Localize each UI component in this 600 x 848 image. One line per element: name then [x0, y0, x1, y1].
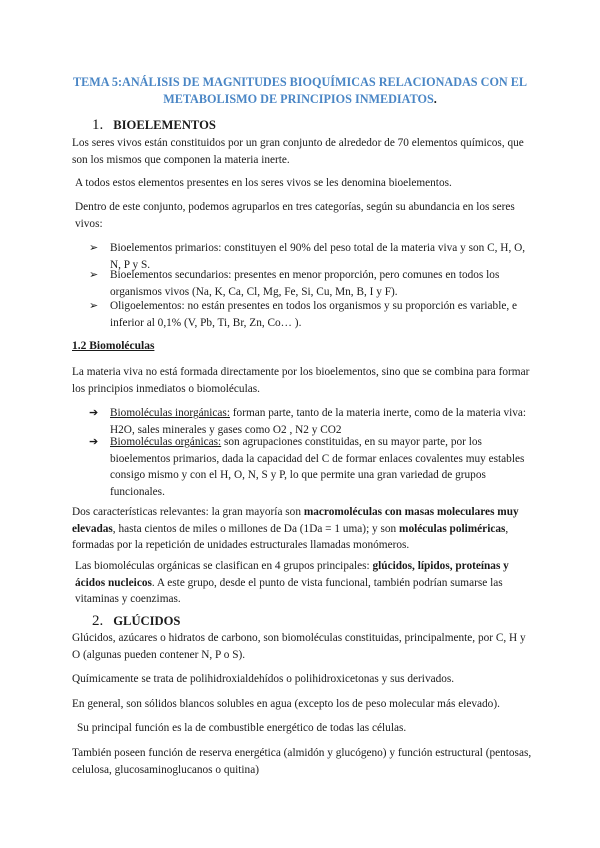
paragraph-bioelementos-intro: Los seres vivos están constituidos por un gran conjunto de alrededor de 70 elementos químicos, que son los mismos que componen la materia inerte.	[72, 137, 524, 166]
title-line-1: TEMA 5:ANÁLISIS DE MAGNITUDES BIOQUÍMICAS RELACIONADAS CON EL	[72, 75, 528, 89]
paragraph-caracteristicas: Dos características relevantes: la gran mayoría son macromoléculas con masas moleculares muy elevadas, hasta cientos de miles o millones de Da (1Da = 1 uma); y son moléculas poliméricas, formadas por la repetición de unidades estructurales llamadas monómeros.	[72, 506, 519, 551]
list-item-oligoelementos: ➢ Oligoelementos: no están presentes en todos los organismos y su proporción es variable, e inferior al 0,1% (V, Pb, Ti, Br, Zn, Co… ).	[89, 300, 518, 329]
paragraph-glucidos-definition: Glúcidos, azúcares o hidratos de carbono, son biomoléculas constituidas, principalmente, por C, H y O (algunas pueden contener N, P o S).	[72, 632, 526, 661]
section-2-number: 2.	[92, 613, 104, 629]
paragraph-biomoleculas-intro: La materia viva no está formada directamente por los bioelementos, sino que se combina para formar los principios inmediatos o biomoléculas.	[72, 366, 530, 395]
arrow-bullet-icon: ➔	[89, 436, 99, 448]
document-title	[60, 74, 540, 108]
section-1-heading	[92, 117, 216, 134]
section-1-title: BIOELEMENTOS	[113, 118, 216, 132]
paragraph-bioelementos-categories: Dentro de este conjunto, podemos agruparlos en tres categorías, según su abundancia en los seres vivos:	[75, 201, 515, 230]
paragraph-glucidos-funcion: Su principal función es la de combustible energético de todas las células.	[77, 722, 407, 734]
arrow-bullet-icon: ➔	[89, 407, 99, 419]
list-item-secundarios: ➢ Bioelementos secundarios: presentes en menor proporción, pero comunes en todos los organismos vivos (Na, K, Ca, Cl, Mg, Fe, Si, Cu, Mn, B, I y F).	[89, 269, 500, 298]
paragraph-bioelementos-definition: A todos estos elementos presentes en los seres vivos se les denomina bioelementos.	[75, 177, 452, 189]
paragraph-glucidos-propiedades: En general, son sólidos blancos solubles en agua (excepto los de peso molecular más elevado).	[72, 698, 500, 710]
arrowhead-bullet-icon: ➢	[89, 300, 99, 312]
paragraph-glucidos-quimica: Químicamente se trata de polihidroxialdehídos o polihidroxicetonas y sus derivados.	[72, 673, 455, 685]
list-item-inorganicas: ➔ Biomoléculas inorgánicas: forman parte, tanto de la materia inerte, como de la materia viva: H2O, sales minerales y gases como O2 , N2 y CO2	[89, 407, 527, 436]
list-item-organicas: ➔ Biomoléculas orgánicas: son agrupaciones constituidas, en su mayor parte, por los bioelementos primarios, dada la capacidad del C de formar enlaces covalentes muy estables consigo mismo y con el H, O, N, S y P, lo que permite una gran variedad de grupos funcionales.	[89, 436, 525, 498]
paragraph-glucidos-reserva: También poseen función de reserva energética (almidón y glucógeno) y función estructural (pentosas, celulosa, glucosaminoglucanos o quitina)	[72, 747, 532, 776]
section-2-title: GLÚCIDOS	[113, 614, 181, 628]
term-inorganicas: Biomoléculas inorgánicas:	[110, 407, 230, 419]
section-2-heading	[92, 613, 180, 630]
title-line-2: METABOLISMO DE PRINCIPIOS INMEDIATOS.	[163, 92, 437, 106]
term-organicas: Biomoléculas orgánicas:	[110, 436, 222, 448]
arrowhead-bullet-icon: ➢	[89, 242, 99, 254]
subsection-biomoleculas-heading: 1.2 Biomoléculas	[72, 340, 155, 352]
list-item-primarios: ➢ Bioelementos primarios: constituyen el 90% del peso total de la materia viva y son C, H, O, N, P y S.	[89, 242, 526, 271]
paragraph-clasificacion: Las biomoléculas orgánicas se clasifican en 4 grupos principales: glúcidos, lípidos, proteínas y ácidos nucleicos. A este grupo, desde el punto de vista funcional, también podrían sumarse las vitaminas y coenzimas.	[75, 560, 509, 605]
arrowhead-bullet-icon: ➢	[89, 269, 99, 281]
section-1-number: 1.	[92, 117, 104, 133]
